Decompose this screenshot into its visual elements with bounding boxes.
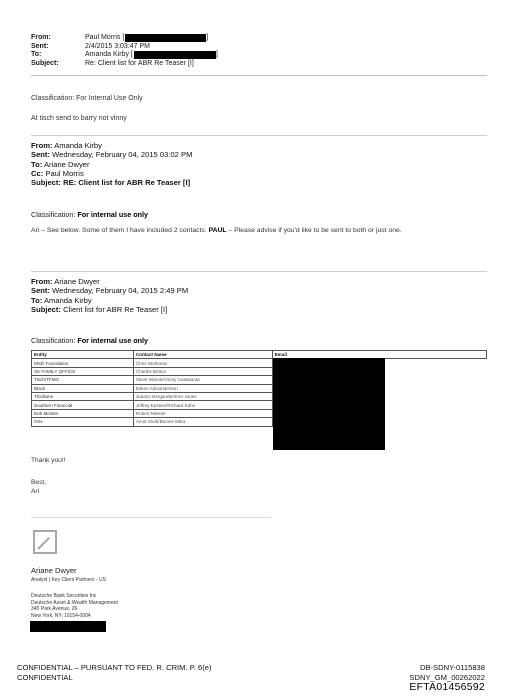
sent-label: Sent: [31, 150, 50, 160]
table-header-row [32, 351, 487, 359]
signature-divider [31, 517, 271, 518]
table-row [32, 409, 487, 417]
confidential-label: CONFIDENTIAL [17, 673, 73, 682]
table-row [32, 384, 487, 392]
entity-cell: SK FAMILY OFFICE [32, 367, 134, 375]
to-value: Ariane Dwyer [43, 159, 90, 169]
signature-title: Analyst | Key Client Partners - US [31, 577, 106, 583]
contact-cell: Joaann Bergander/Ken Jones [133, 392, 272, 400]
subject-label: Subject: [31, 59, 59, 67]
best-line: Best, [31, 479, 47, 486]
table-row [32, 359, 487, 367]
header-subject-row [31, 60, 218, 69]
entity-cell: Southern Financial [32, 401, 134, 409]
email-header: Email [272, 351, 486, 359]
bates-number: DB-SDNY-0115838 [419, 663, 485, 672]
message-body: At tisch send to barry not vinny [31, 115, 127, 122]
classification-value: For internal use only [77, 210, 149, 219]
subject-value: Re: Client list for ABR Re Teaser [I] [85, 59, 194, 67]
sign-off [31, 478, 46, 497]
sent-value: Wednesday, February 04, 2015 2:49 PM [52, 286, 189, 296]
body-part2: – Please advise if you'd like to be sent to both or just one. [226, 227, 402, 234]
entity-header: Entity [32, 351, 134, 359]
from-label: From: [31, 277, 53, 286]
contact-cell: Charles Britton [133, 367, 272, 375]
table-row [32, 367, 487, 375]
signature-name: Ariane Dwyer [31, 566, 77, 575]
subject-label: Subject: [31, 178, 61, 188]
address-line: New York, NY, 10154-0004 [31, 612, 91, 619]
contact-cell: Robert Meister [133, 409, 272, 417]
classification-line: Classification: For Internal Use Only [31, 95, 143, 102]
from-value: Ariane Dwyer [54, 277, 100, 286]
contact-cell: Jeffrey Epstein/Richard Kahn [133, 401, 272, 409]
from-value: Paul Morris [ [85, 34, 125, 41]
entity-cell: Bob Meister [32, 409, 134, 417]
header-from-row: From: Paul Morris [ ] [31, 34, 209, 41]
body-bold: PAUL [208, 227, 227, 234]
header-sent-row [31, 43, 218, 52]
from-value: Amanda Kirby [54, 141, 102, 150]
entity-cell: Black [32, 384, 134, 392]
from-label: From: [31, 141, 53, 150]
redaction-bar [30, 621, 106, 632]
message2-header [31, 141, 192, 187]
table-row [32, 392, 487, 400]
footer-right [409, 663, 485, 683]
subject-value: Client list for ABR Re Teaser [I] [63, 304, 168, 314]
signature-address [31, 593, 118, 619]
to-label: To: [31, 295, 43, 305]
sent-label: Sent: [31, 42, 49, 50]
address-line: 345 Park Avenue, 26 [31, 606, 78, 613]
bates-number: SDNY_GM_00262022 [409, 673, 485, 682]
table-row [32, 418, 487, 426]
to-label: To: [31, 159, 43, 169]
classification-prefix: Classification: [31, 210, 76, 219]
to-value: Amanda Kirby [ [85, 51, 133, 59]
thanks-line: Thank you!! [31, 457, 66, 464]
address-line: Deutsche Asset & Wealth Management [31, 599, 118, 606]
deutsche-bank-logo [33, 530, 57, 554]
redaction-bar [125, 34, 206, 42]
subject-label: Subject: [31, 304, 61, 314]
contact-cell: Amol Shah/Bonnie Mitra [133, 418, 272, 426]
message-body [31, 226, 481, 235]
cc-value: Paul Morris [45, 168, 84, 178]
email-redaction-block [273, 358, 385, 450]
message3-header [31, 277, 188, 314]
subject-value: RE: Client list for ABR Re Teaser [I] [63, 178, 191, 188]
sent-value: Wednesday, February 04, 2015 03:02 PM [52, 150, 193, 160]
email-header [31, 34, 218, 68]
body-part1: Ari – See below. Some of them I have included 2 contacts. [31, 227, 209, 234]
divider [31, 135, 487, 136]
efta-number: EFTA01456592 [409, 682, 485, 693]
classification-line [31, 210, 148, 219]
client-table [31, 350, 487, 427]
sent-value: 2/4/2015 3:03:47 PM [85, 42, 150, 50]
entity-cell: Orix [32, 418, 134, 426]
sender-name: Ari [31, 488, 40, 496]
entity-cell: Thirdlane [32, 392, 134, 400]
classification-prefix: Classification: [31, 336, 76, 345]
table-row [32, 401, 487, 409]
confidential-notice: CONFIDENTIAL – PURSUANT TO FED. R. CRIM. P. 6(e) [17, 663, 212, 672]
to-value: Amanda Kirby [43, 295, 92, 305]
address-line: Deutsche Bank Securities Inc [31, 593, 97, 599]
footer-left [17, 663, 212, 683]
table-row [32, 376, 487, 384]
entity-cell: MSD Foundation [32, 359, 134, 367]
contact-header: Contact Name [133, 351, 272, 359]
divider [31, 271, 487, 272]
contact-cell: Eileen Alexanderson [133, 384, 272, 392]
redaction-bar [134, 51, 216, 59]
sent-label: Sent: [31, 286, 50, 296]
from-label: From: [31, 34, 51, 41]
entity-cell: Tisch/TFMG [32, 376, 134, 384]
cc-label: Cc: [31, 168, 44, 178]
contact-cell: Chris Workman [133, 359, 272, 367]
contact-cell: Steve Warner/Vinny Casasanta [133, 376, 272, 384]
classification-value: For internal use only [77, 336, 149, 345]
header-to-row: To: Amanda Kirby [ ] [31, 51, 218, 59]
classification-line [31, 336, 148, 345]
divider [31, 75, 487, 76]
to-label: To: [31, 51, 42, 59]
